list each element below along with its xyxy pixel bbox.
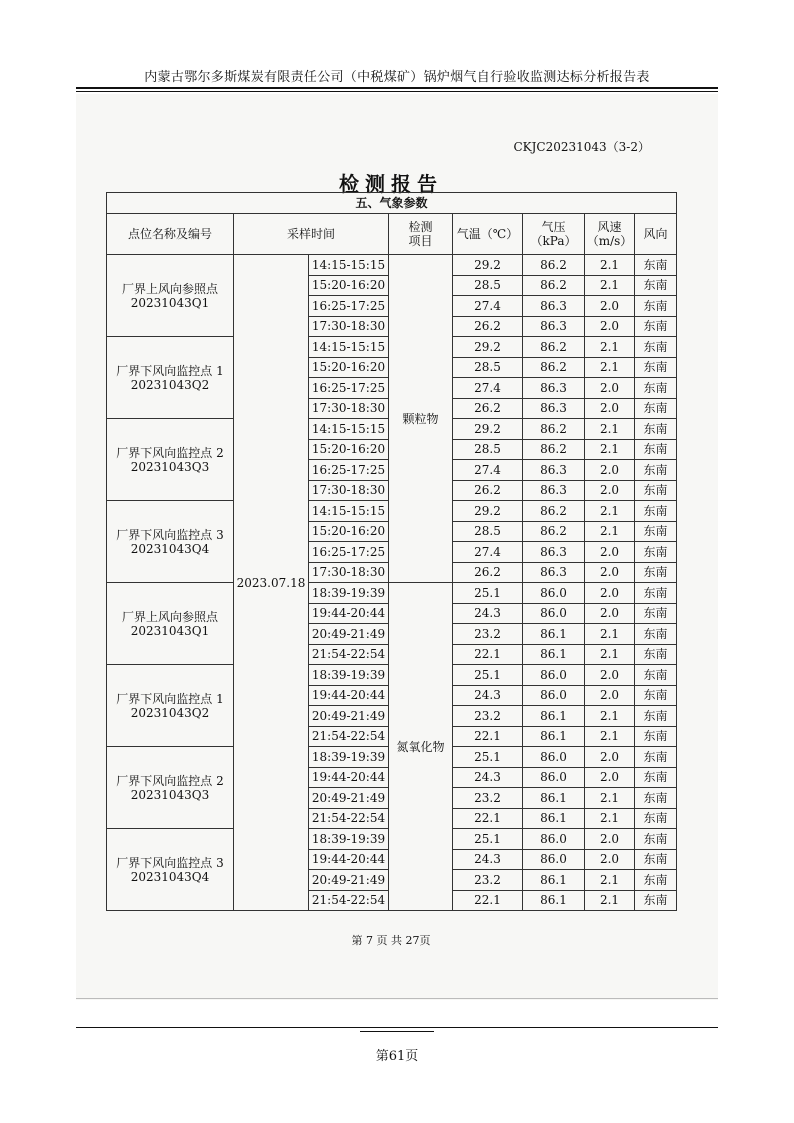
- wind-speed-cell: 2.0: [585, 460, 635, 481]
- point-code: 20231043Q4: [130, 869, 210, 884]
- time-cell: 20:49-21:49: [309, 706, 389, 727]
- wind-dir-cell: 东南: [635, 726, 677, 747]
- scan-edge: [76, 998, 718, 999]
- point-code: 20231043Q3: [130, 459, 210, 474]
- point-code: 20231043Q1: [130, 295, 210, 310]
- time-cell: 20:49-21:49: [309, 788, 389, 809]
- temp-cell: 27.4: [453, 460, 523, 481]
- point-cell: [107, 337, 234, 419]
- time-cell: 16:25-17:25: [309, 542, 389, 563]
- point-cell: [107, 583, 234, 665]
- wind-dir-cell: 东南: [635, 337, 677, 358]
- point-name: 厂界上风向参照点: [121, 609, 218, 624]
- point-name: 厂界上风向参照点: [121, 281, 218, 296]
- pressure-cell: 86.2: [523, 357, 585, 378]
- time-cell: 20:49-21:49: [309, 624, 389, 645]
- point-cell: [107, 829, 234, 911]
- temp-cell: 29.2: [453, 255, 523, 276]
- pressure-cell: 86.3: [523, 480, 585, 501]
- temp-cell: 29.2: [453, 419, 523, 440]
- point-name: 厂界下风向监控点 1: [116, 691, 224, 706]
- wind-speed-cell: 2.0: [585, 829, 635, 850]
- col-wind-dir: 风向: [635, 214, 677, 255]
- wind-dir-cell: 东南: [635, 583, 677, 604]
- temp-cell: 27.4: [453, 378, 523, 399]
- point-cell: [107, 419, 234, 501]
- col-point: 点位名称及编号: [107, 214, 234, 255]
- wind-dir-cell: 东南: [635, 255, 677, 276]
- time-cell: 18:39-19:39: [309, 829, 389, 850]
- temp-cell: 23.2: [453, 624, 523, 645]
- wind-speed-cell: 2.1: [585, 337, 635, 358]
- wind-speed-cell: 2.1: [585, 255, 635, 276]
- temp-cell: 22.1: [453, 644, 523, 665]
- temp-cell: 27.4: [453, 542, 523, 563]
- time-cell: 21:54-22:54: [309, 808, 389, 829]
- time-cell: 18:39-19:39: [309, 665, 389, 686]
- wind-speed-cell: 2.0: [585, 480, 635, 501]
- wind-speed-cell: 2.1: [585, 521, 635, 542]
- temp-cell: 22.1: [453, 808, 523, 829]
- time-cell: 17:30-18:30: [309, 562, 389, 583]
- point-code: 20231043Q3: [130, 787, 210, 802]
- pressure-cell: 86.0: [523, 849, 585, 870]
- pressure-cell: 86.2: [523, 521, 585, 542]
- temp-cell: 24.3: [453, 849, 523, 870]
- wind-dir-cell: 东南: [635, 357, 677, 378]
- point-cell: [107, 501, 234, 583]
- temp-cell: 22.1: [453, 726, 523, 747]
- wind-dir-cell: 东南: [635, 439, 677, 460]
- wind-dir-cell: 东南: [635, 624, 677, 645]
- wind-speed-cell: 2.0: [585, 316, 635, 337]
- time-cell: 16:25-17:25: [309, 460, 389, 481]
- point-code: 20231043Q1: [130, 623, 210, 638]
- col-wind-speed: 风速 （m/s）: [585, 214, 635, 255]
- time-cell: 14:15-15:15: [309, 501, 389, 522]
- item-cell: 颗粒物: [389, 255, 453, 583]
- time-cell: 14:15-15:15: [309, 255, 389, 276]
- point-cell: [107, 255, 234, 337]
- temp-cell: 28.5: [453, 439, 523, 460]
- point-name: 厂界下风向监控点 3: [116, 855, 224, 870]
- pressure-cell: 86.3: [523, 296, 585, 317]
- time-cell: 14:15-15:15: [309, 337, 389, 358]
- time-cell: 14:15-15:15: [309, 419, 389, 440]
- point-code: 20231043Q4: [130, 541, 210, 556]
- temp-cell: 27.4: [453, 296, 523, 317]
- pressure-cell: 86.1: [523, 706, 585, 727]
- pressure-cell: 86.1: [523, 788, 585, 809]
- temp-cell: 26.2: [453, 398, 523, 419]
- time-cell: 17:30-18:30: [309, 480, 389, 501]
- wind-dir-cell: 东南: [635, 870, 677, 891]
- pressure-cell: 86.2: [523, 275, 585, 296]
- temp-cell: 28.5: [453, 275, 523, 296]
- wind-speed-cell: 2.0: [585, 849, 635, 870]
- col-pressure: 气压 （kPa）: [523, 214, 585, 255]
- temp-cell: 29.2: [453, 337, 523, 358]
- wind-dir-cell: 东南: [635, 378, 677, 399]
- weather-parameter-table: [106, 192, 677, 911]
- wind-dir-cell: 东南: [635, 767, 677, 788]
- pressure-cell: 86.1: [523, 624, 585, 645]
- document-header: 内蒙古鄂尔多斯煤炭有限责任公司（中税煤矿）锅炉烟气自行验收监测达标分析报告表: [144, 70, 650, 85]
- time-cell: 15:20-16:20: [309, 521, 389, 542]
- col-item: 检测 项目: [389, 214, 453, 255]
- pressure-cell: 86.3: [523, 460, 585, 481]
- wind-speed-cell: 2.1: [585, 275, 635, 296]
- pressure-cell: 86.3: [523, 378, 585, 399]
- report-title: 检测报告: [339, 172, 443, 196]
- footer-mark: [360, 1031, 434, 1032]
- pressure-cell: 86.2: [523, 439, 585, 460]
- wind-speed-cell: 2.0: [585, 665, 635, 686]
- wind-speed-cell: 2.1: [585, 419, 635, 440]
- temp-cell: 25.1: [453, 583, 523, 604]
- temp-cell: 29.2: [453, 501, 523, 522]
- wind-dir-cell: 东南: [635, 685, 677, 706]
- time-cell: 20:49-21:49: [309, 870, 389, 891]
- time-cell: 19:44-20:44: [309, 849, 389, 870]
- wind-dir-cell: 东南: [635, 644, 677, 665]
- time-cell: 16:25-17:25: [309, 378, 389, 399]
- temp-cell: 23.2: [453, 870, 523, 891]
- wind-speed-cell: 2.1: [585, 706, 635, 727]
- pressure-cell: 86.0: [523, 665, 585, 686]
- pressure-cell: 86.1: [523, 726, 585, 747]
- time-cell: 19:44-20:44: [309, 603, 389, 624]
- wind-speed-cell: 2.0: [585, 767, 635, 788]
- time-cell: 21:54-22:54: [309, 726, 389, 747]
- pressure-cell: 86.3: [523, 398, 585, 419]
- wind-dir-cell: 东南: [635, 562, 677, 583]
- pressure-cell: 86.0: [523, 829, 585, 850]
- wind-speed-cell: 2.0: [585, 296, 635, 317]
- temp-cell: 24.3: [453, 767, 523, 788]
- pressure-cell: 86.3: [523, 542, 585, 563]
- wind-speed-cell: 2.1: [585, 439, 635, 460]
- pressure-cell: 86.2: [523, 501, 585, 522]
- section-title: 五、气象参数: [107, 193, 677, 214]
- point-name: 厂界下风向监控点 1: [116, 363, 224, 378]
- wind-dir-cell: 东南: [635, 542, 677, 563]
- temp-cell: 28.5: [453, 521, 523, 542]
- pressure-cell: 86.2: [523, 255, 585, 276]
- pressure-cell: 86.0: [523, 583, 585, 604]
- time-cell: 17:30-18:30: [309, 316, 389, 337]
- wind-dir-cell: 东南: [635, 603, 677, 624]
- time-cell: 15:20-16:20: [309, 439, 389, 460]
- point-cell: [107, 665, 234, 747]
- wind-dir-cell: 东南: [635, 849, 677, 870]
- wind-dir-cell: 东南: [635, 829, 677, 850]
- temp-cell: 23.2: [453, 706, 523, 727]
- time-cell: 21:54-22:54: [309, 890, 389, 911]
- time-cell: 21:54-22:54: [309, 644, 389, 665]
- pressure-cell: 86.1: [523, 644, 585, 665]
- wind-speed-cell: 2.1: [585, 726, 635, 747]
- pressure-cell: 86.0: [523, 603, 585, 624]
- table-row: [107, 255, 677, 276]
- temp-cell: 24.3: [453, 685, 523, 706]
- wind-dir-cell: 东南: [635, 480, 677, 501]
- page-number: 第61页: [375, 1049, 419, 1064]
- wind-speed-cell: 2.0: [585, 562, 635, 583]
- wind-dir-cell: 东南: [635, 808, 677, 829]
- wind-dir-cell: 东南: [635, 460, 677, 481]
- wind-speed-cell: 2.0: [585, 583, 635, 604]
- temp-cell: 23.2: [453, 788, 523, 809]
- wind-speed-cell: 2.0: [585, 378, 635, 399]
- col-time: 采样时间: [234, 214, 389, 255]
- time-cell: 16:25-17:25: [309, 296, 389, 317]
- temp-cell: 26.2: [453, 316, 523, 337]
- inner-page-number: 第 7 页 共 27页: [351, 934, 431, 947]
- footer-rule: [76, 1027, 718, 1028]
- wind-dir-cell: 东南: [635, 296, 677, 317]
- pressure-cell: 86.3: [523, 562, 585, 583]
- wind-speed-cell: 2.0: [585, 542, 635, 563]
- time-cell: 19:44-20:44: [309, 685, 389, 706]
- wind-speed-cell: 2.1: [585, 624, 635, 645]
- point-name: 厂界下风向监控点 2: [116, 445, 224, 460]
- pressure-cell: 86.2: [523, 337, 585, 358]
- point-code: 20231043Q2: [130, 377, 210, 392]
- temp-cell: 22.1: [453, 890, 523, 911]
- pressure-cell: 86.1: [523, 870, 585, 891]
- pressure-cell: 86.3: [523, 316, 585, 337]
- temp-cell: 25.1: [453, 747, 523, 768]
- wind-speed-cell: 2.1: [585, 644, 635, 665]
- temp-cell: 25.1: [453, 665, 523, 686]
- wind-speed-cell: 2.1: [585, 808, 635, 829]
- header-rule-thin: [76, 91, 718, 92]
- wind-dir-cell: 东南: [635, 501, 677, 522]
- point-name: 厂界下风向监控点 2: [116, 773, 224, 788]
- time-cell: 18:39-19:39: [309, 583, 389, 604]
- wind-dir-cell: 东南: [635, 316, 677, 337]
- temp-cell: 28.5: [453, 357, 523, 378]
- time-cell: 18:39-19:39: [309, 747, 389, 768]
- pressure-cell: 86.0: [523, 767, 585, 788]
- wind-dir-cell: 东南: [635, 398, 677, 419]
- table-body: [107, 255, 677, 911]
- temp-cell: 26.2: [453, 480, 523, 501]
- item-cell: 氮氧化物: [389, 583, 453, 911]
- wind-speed-cell: 2.1: [585, 870, 635, 891]
- time-cell: 15:20-16:20: [309, 275, 389, 296]
- pressure-cell: 86.1: [523, 890, 585, 911]
- wind-dir-cell: 东南: [635, 275, 677, 296]
- point-code: 20231043Q2: [130, 705, 210, 720]
- pressure-cell: 86.0: [523, 685, 585, 706]
- wind-speed-cell: 2.0: [585, 398, 635, 419]
- wind-speed-cell: 2.1: [585, 890, 635, 911]
- time-cell: 17:30-18:30: [309, 398, 389, 419]
- wind-speed-cell: 2.0: [585, 685, 635, 706]
- col-temp: 气温（℃）: [453, 214, 523, 255]
- temp-cell: 24.3: [453, 603, 523, 624]
- wind-speed-cell: 2.1: [585, 788, 635, 809]
- wind-dir-cell: 东南: [635, 665, 677, 686]
- wind-dir-cell: 东南: [635, 747, 677, 768]
- wind-speed-cell: 2.0: [585, 747, 635, 768]
- table-row: [107, 583, 677, 604]
- wind-speed-cell: 2.0: [585, 603, 635, 624]
- pressure-cell: 86.2: [523, 419, 585, 440]
- pressure-cell: 86.1: [523, 808, 585, 829]
- wind-speed-cell: 2.1: [585, 501, 635, 522]
- pressure-cell: 86.0: [523, 747, 585, 768]
- wind-dir-cell: 东南: [635, 419, 677, 440]
- wind-dir-cell: 东南: [635, 890, 677, 911]
- wind-dir-cell: 东南: [635, 788, 677, 809]
- wind-speed-cell: 2.1: [585, 357, 635, 378]
- wind-dir-cell: 东南: [635, 706, 677, 727]
- temp-cell: 25.1: [453, 829, 523, 850]
- time-cell: 15:20-16:20: [309, 357, 389, 378]
- report-code: CKJC20231043（3-2）: [513, 140, 650, 154]
- time-cell: 19:44-20:44: [309, 767, 389, 788]
- date-cell: 2023.07.18: [234, 255, 309, 911]
- point-cell: [107, 747, 234, 829]
- point-name: 厂界下风向监控点 3: [116, 527, 224, 542]
- wind-dir-cell: 东南: [635, 521, 677, 542]
- header-rule-thick: [76, 87, 718, 89]
- temp-cell: 26.2: [453, 562, 523, 583]
